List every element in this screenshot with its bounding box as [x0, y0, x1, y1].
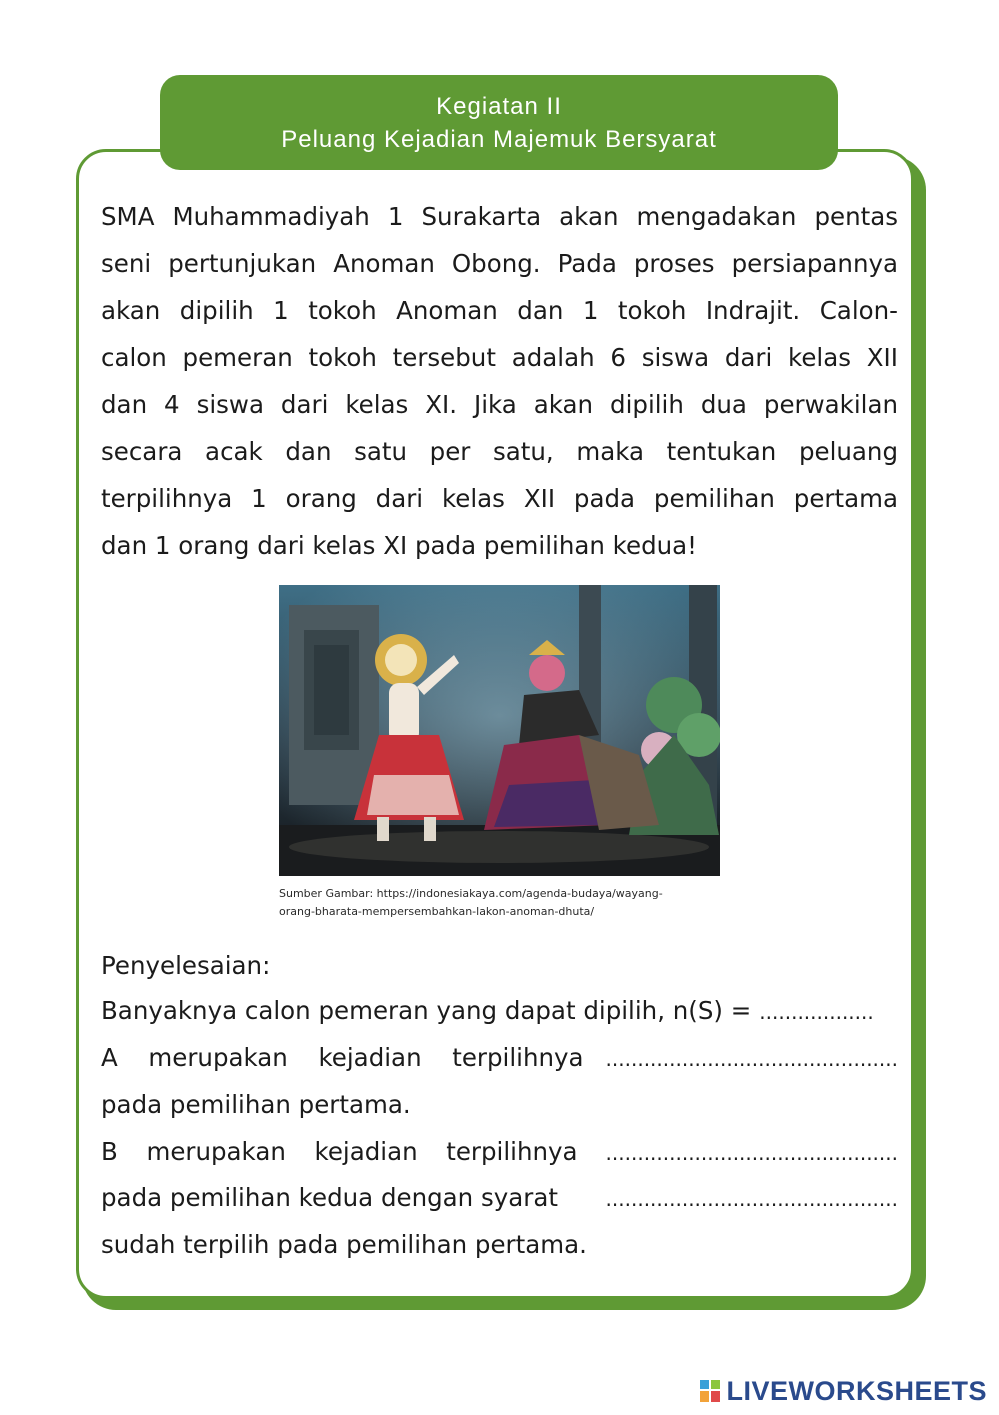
event-b-blank[interactable]: ..............................................	[605, 1141, 898, 1165]
event-b-line-2: pada pemilihan kedua dengan syarat	[101, 1183, 558, 1212]
stage-illustration	[279, 585, 720, 876]
event-b-line-3: sudah terpilih pada pemilihan pertama.	[101, 1230, 587, 1259]
caption-line-1: Sumber Gambar: https://indonesiakaya.com/agenda-budaya/wayang-	[279, 887, 663, 900]
activity-title: Peluang Kejadian Majemuk Bersyarat	[281, 125, 717, 153]
liveworksheets-brand: LIVEWORKSHEETS	[726, 1375, 987, 1406]
liveworksheets-footer	[700, 1374, 987, 1408]
event-a-word: merupakan	[148, 1043, 288, 1072]
image-caption	[279, 885, 729, 921]
problem-line: SMA Muhammadiyah 1 Surakarta akan mengadakan pentas	[101, 202, 898, 231]
event-b-word: merupakan	[146, 1137, 286, 1166]
event-b-word: terpilihnya	[446, 1137, 578, 1166]
event-b-word: B	[101, 1137, 118, 1166]
event-a-word: kejadian	[318, 1043, 422, 1072]
event-b-line-2-row	[101, 1182, 898, 1215]
liveworksheets-logo-icon	[700, 1380, 720, 1402]
problem-line: dan 4 siswa dari kelas XI. Jika akan dipilih dua perwakilan	[101, 390, 898, 419]
event-a-row	[101, 1042, 898, 1075]
problem-line: calon pemeran tokoh tersebut adalah 6 siswa dari kelas XII	[101, 343, 898, 372]
sample-space-blank[interactable]: ..................	[759, 1000, 874, 1024]
caption-line-2: orang-bharata-mempersembahkan-lakon-anoman-dhuta/	[279, 905, 595, 918]
sample-space-text: Banyaknya calon pemeran yang dapat dipilih, n(S) =	[101, 996, 752, 1025]
event-a-word: A	[101, 1043, 118, 1072]
problem-line: seni pertunjukan Anoman Obong. Pada proses persiapannya	[101, 249, 898, 278]
activity-header	[160, 75, 838, 170]
event-a-line-2: pada pemilihan pertama.	[101, 1090, 411, 1119]
event-a-blank[interactable]: ..............................................	[605, 1047, 898, 1071]
activity-number: Kegiatan II	[436, 92, 562, 120]
problem-line: secara acak dan satu per satu, maka tentukan peluang	[101, 437, 898, 466]
solution-heading: Penyelesaian:	[101, 951, 271, 980]
event-b-blank-2[interactable]: ..............................................	[605, 1187, 898, 1211]
problem-line: dan 1 orang dari kelas XI pada pemilihan kedua!	[101, 531, 697, 560]
sample-space-row	[101, 995, 898, 1028]
problem-text	[101, 193, 898, 569]
problem-line: akan dipilih 1 tokoh Anoman dan 1 tokoh Indrajit. Calon-	[101, 296, 898, 325]
event-a-word: terpilihnya	[452, 1043, 584, 1072]
problem-line: terpilihnya 1 orang dari kelas XII pada pemilihan pertama	[101, 484, 898, 513]
event-b-row	[101, 1136, 898, 1169]
wayang-performance-photo	[279, 585, 720, 876]
event-b-word: kejadian	[314, 1137, 418, 1166]
event-a-label	[101, 1042, 606, 1074]
event-b-label	[101, 1136, 606, 1168]
